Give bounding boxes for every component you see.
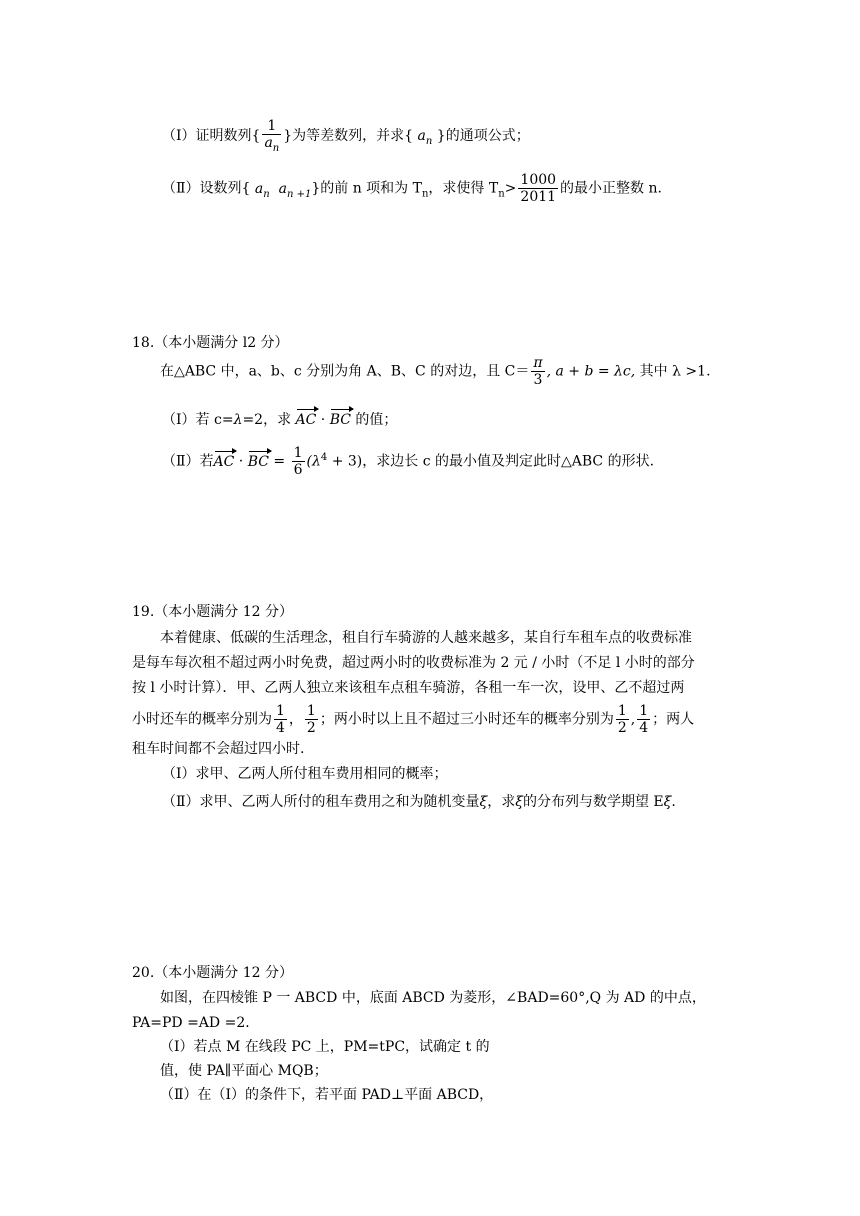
q19-line4: 小时还车的概率分别为 $\frac{1}{4}$ ， $\frac{1}{2}$ ；两小时以上且不超过三小时还车的概率分别为 $\frac{1}{2}$ , $\frac{1}{4}$ ；两人 xyxy=(132,703,695,737)
q17-part1-var: $a_n$ xyxy=(417,128,433,147)
q20-line1: 如图，在四棱锥 P 一 ABCD 中，底面 ABCD 为菱形，∠BAD=60°,Q 为 AD 的中点， xyxy=(160,990,706,1006)
q18-part1: （Ⅰ）若 c=λ=2，求 AC · BC 的值； xyxy=(162,412,398,428)
q19-part2: （Ⅱ）求甲、乙两人所付的租车费用之和为随机变量ξ，求ξ的分布列与数学期望 Eξ. xyxy=(162,794,676,810)
q17-part1-frac-den: $a_n$ xyxy=(264,135,280,154)
vector-ac: AC xyxy=(213,453,235,470)
q17-part2-var1: $a_n$ xyxy=(254,180,270,200)
q17-part2-text-c: ，求使得 T xyxy=(428,180,499,197)
vector-bc: BC xyxy=(247,453,269,470)
vector-bc: BC xyxy=(329,412,351,428)
q17-part1-text-a: （Ⅰ）证明数列{ xyxy=(162,128,261,145)
q17-part1-frac-num: 1 xyxy=(267,118,277,134)
q17-part2-fraction: $\frac{1000}{2011}$ xyxy=(520,172,557,206)
q19-line2: 是每车每次租不超过两小时免费，超过两小时的收费标准为 2 元 / 小时（不足 l 小时的部分 xyxy=(132,655,695,671)
q17-part1 xyxy=(162,118,530,154)
q17-part1-text-b: }为等差数列，并求{ xyxy=(283,128,414,145)
q18-part2: （Ⅱ）若AC · BC = $\frac{1}{6}$ $(\lambda^4 + 3)$，求边长 c 的最小值及判定此时△ABC 的形状. xyxy=(162,445,655,479)
q17-part1-text-c: }的通项公式； xyxy=(436,128,530,145)
q20-line5: （Ⅱ）在（Ⅰ）的条件下，若平面 PAD⊥平面 ABCD， xyxy=(160,1087,494,1103)
q20-line3: （Ⅰ）若点 M 在线段 PC 上，PM=tPC，试确定 t 的 xyxy=(160,1039,490,1055)
vector-ac: AC xyxy=(295,412,317,428)
q18-stem-fraction: $\frac{\pi}{3}$ xyxy=(533,355,543,389)
q19-frac-a: $\frac{1}{4}$ xyxy=(276,703,285,737)
q17-part2-var2: $a_{n +1}$ xyxy=(278,180,312,200)
q17-part2-text-a: （Ⅱ）设数列{ xyxy=(162,180,251,197)
q18-header: 18.（本小题满分 l2 分） xyxy=(132,335,289,351)
q20-header: 20.（本小题满分 12 分） xyxy=(132,965,293,981)
q20-line4: 值，使 PA∥平面心 MQB； xyxy=(160,1063,328,1079)
q18-stem: 在△ABC 中，a、b、c 分别为角 A、B、C 的对边，且 C＝ $\frac{\pi}{3}$ , a + b = λc, 其中 λ >1. xyxy=(160,355,711,389)
q17-part2-text-b: }的前 n 项和为 T xyxy=(311,180,422,197)
q19-frac-b: $\frac{1}{2}$ xyxy=(306,703,316,737)
q17-part1-fraction xyxy=(262,118,281,154)
q19-frac-c: $\frac{1}{2}$ xyxy=(617,703,627,737)
q19-line1: 本着健康、低碳的生活理念，租自行车骑游的人越来越多，某自行车租车点的收费标准 xyxy=(160,630,692,646)
q17-part2: （Ⅱ）设数列{ $a_n$ $a_{n +1}$}的前 n 项和为 $T_n$，求使得 $T_n>$ $\frac{1000}{2011}$ 的最小正整数 n. xyxy=(162,172,662,206)
q19-part1: （Ⅰ）求甲、乙两人所付租车费用相同的概率； xyxy=(162,766,448,782)
q20-line2: PA=PD =AD =2． xyxy=(132,1015,260,1031)
q19-frac-d: $\frac{1}{4}$ xyxy=(639,703,649,737)
q19-line3: 按 l 小时计算）．甲、乙两人独立来该租车点租车骑游，各租一车一次，设甲、乙不超过两 xyxy=(132,680,685,696)
q19-line5: 租车时间都不会超过四小时. xyxy=(132,741,305,757)
q18-part2-fraction: $\frac{1}{6}$ xyxy=(293,445,303,479)
q19-header: 19.（本小题满分 12 分） xyxy=(132,604,293,620)
q17-part2-text-d: 的最小正整数 n. xyxy=(560,180,662,197)
